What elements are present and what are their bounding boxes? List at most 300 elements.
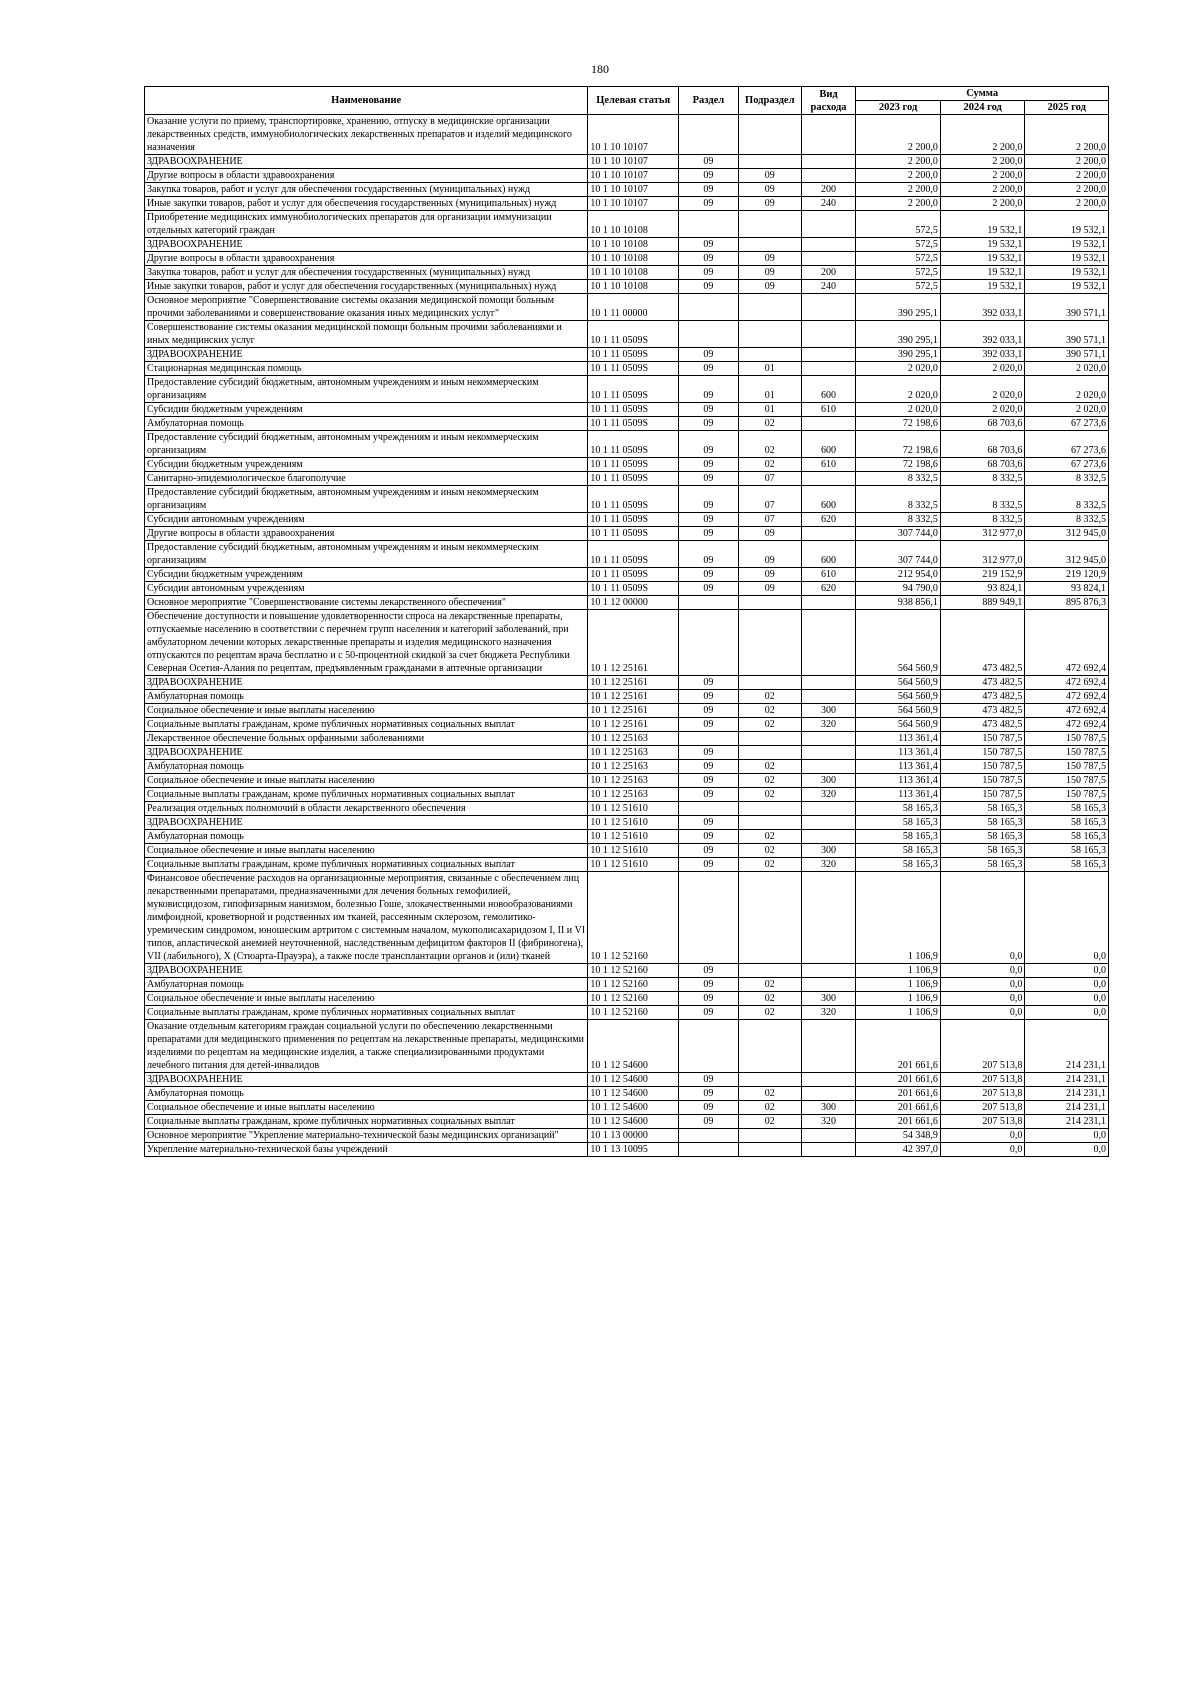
row-amount-2023: 2 200,0 [856, 197, 941, 211]
row-kind: 320 [801, 1006, 856, 1020]
row-code: 10 1 10 10108 [588, 211, 679, 238]
row-name: ЗДРАВООХРАНЕНИЕ [145, 676, 588, 690]
table-row [145, 844, 1109, 858]
row-amount-2024: 2 200,0 [940, 155, 1025, 169]
row-code: 10 1 12 51610 [588, 830, 679, 844]
row-name: Социальное обеспечение и иные выплаты населению [145, 992, 588, 1006]
row-section: 09 [679, 431, 739, 458]
row-code: 10 1 10 10108 [588, 252, 679, 266]
table-row [145, 1020, 1109, 1073]
row-subsection: 02 [738, 718, 801, 732]
row-code: 10 1 10 10107 [588, 183, 679, 197]
row-amount-2024: 2 020,0 [940, 376, 1025, 403]
row-section: 09 [679, 362, 739, 376]
row-amount-2023: 307 744,0 [856, 527, 941, 541]
table-row [145, 527, 1109, 541]
table-row [145, 183, 1109, 197]
row-name: Субсидии бюджетным учреждениям [145, 403, 588, 417]
header-name: Наименование [145, 87, 588, 115]
row-kind: 610 [801, 458, 856, 472]
row-name: Социальное обеспечение и иные выплаты населению [145, 704, 588, 718]
row-name: ЗДРАВООХРАНЕНИЕ [145, 964, 588, 978]
row-name: ЗДРАВООХРАНЕНИЕ [145, 238, 588, 252]
row-name: Социальные выплаты гражданам, кроме публичных нормативных социальных выплат [145, 788, 588, 802]
row-name: Укрепление материально-технической базы учреждений [145, 1143, 588, 1157]
row-code: 10 1 10 10107 [588, 115, 679, 155]
row-section: 09 [679, 1006, 739, 1020]
row-code: 10 1 13 10095 [588, 1143, 679, 1157]
row-name: Закупка товаров, работ и услуг для обеспечения государственных (муниципальных) нужд [145, 183, 588, 197]
row-name: Субсидии автономным учреждениям [145, 582, 588, 596]
row-amount-2024: 473 482,5 [940, 718, 1025, 732]
row-kind [801, 238, 856, 252]
row-subsection: 02 [738, 858, 801, 872]
row-amount-2023: 390 295,1 [856, 321, 941, 348]
row-kind: 200 [801, 266, 856, 280]
row-amount-2025: 0,0 [1025, 1129, 1109, 1143]
row-subsection [738, 732, 801, 746]
row-section: 09 [679, 718, 739, 732]
row-name: Амбулаторная помощь [145, 830, 588, 844]
row-section [679, 596, 739, 610]
row-amount-2024: 889 949,1 [940, 596, 1025, 610]
row-amount-2024: 150 787,5 [940, 732, 1025, 746]
row-amount-2024: 207 513,8 [940, 1020, 1025, 1073]
row-subsection: 09 [738, 169, 801, 183]
row-amount-2025: 58 165,3 [1025, 816, 1109, 830]
row-section: 09 [679, 844, 739, 858]
row-amount-2023: 572,5 [856, 211, 941, 238]
table-row [145, 582, 1109, 596]
row-amount-2024: 2 020,0 [940, 362, 1025, 376]
row-amount-2025: 472 692,4 [1025, 718, 1109, 732]
row-amount-2023: 1 106,9 [856, 872, 941, 964]
row-subsection: 07 [738, 486, 801, 513]
header-kind: Вид расхода [801, 87, 856, 115]
row-amount-2024: 0,0 [940, 992, 1025, 1006]
table-row [145, 513, 1109, 527]
row-amount-2023: 42 397,0 [856, 1143, 941, 1157]
row-amount-2025: 58 165,3 [1025, 830, 1109, 844]
row-kind [801, 294, 856, 321]
row-subsection: 09 [738, 252, 801, 266]
row-amount-2024: 58 165,3 [940, 858, 1025, 872]
row-amount-2025: 214 231,1 [1025, 1087, 1109, 1101]
row-kind [801, 1087, 856, 1101]
row-kind [801, 746, 856, 760]
row-subsection [738, 294, 801, 321]
row-amount-2024: 207 513,8 [940, 1087, 1025, 1101]
row-amount-2025: 0,0 [1025, 1143, 1109, 1157]
row-amount-2024: 473 482,5 [940, 610, 1025, 676]
row-amount-2025: 2 200,0 [1025, 169, 1109, 183]
row-kind [801, 155, 856, 169]
row-code: 10 1 12 52160 [588, 872, 679, 964]
row-amount-2024: 19 532,1 [940, 280, 1025, 294]
row-amount-2023: 564 560,9 [856, 704, 941, 718]
row-name: Субсидии бюджетным учреждениям [145, 568, 588, 582]
row-amount-2023: 113 361,4 [856, 760, 941, 774]
row-section [679, 1143, 739, 1157]
row-amount-2024: 0,0 [940, 978, 1025, 992]
row-name: Основное мероприятие "Укрепление материально-технической базы медицинских организаций" [145, 1129, 588, 1143]
row-subsection: 09 [738, 280, 801, 294]
row-subsection: 02 [738, 774, 801, 788]
table-row [145, 403, 1109, 417]
row-amount-2023: 212 954,0 [856, 568, 941, 582]
row-subsection [738, 802, 801, 816]
row-kind: 320 [801, 1115, 856, 1129]
row-kind: 320 [801, 858, 856, 872]
row-section [679, 321, 739, 348]
row-section: 09 [679, 183, 739, 197]
row-section: 09 [679, 1101, 739, 1115]
row-code: 10 1 11 0509S [588, 321, 679, 348]
table-row [145, 1115, 1109, 1129]
row-amount-2023: 1 106,9 [856, 992, 941, 1006]
row-code: 10 1 11 0509S [588, 403, 679, 417]
row-amount-2024: 8 332,5 [940, 486, 1025, 513]
row-amount-2025: 93 824,1 [1025, 582, 1109, 596]
row-section: 09 [679, 486, 739, 513]
row-amount-2023: 54 348,9 [856, 1129, 941, 1143]
header-section: Раздел [679, 87, 739, 115]
row-amount-2025: 390 571,1 [1025, 294, 1109, 321]
row-name: Другие вопросы в области здравоохранения [145, 527, 588, 541]
row-section: 09 [679, 169, 739, 183]
row-amount-2024: 93 824,1 [940, 582, 1025, 596]
row-section: 09 [679, 816, 739, 830]
row-amount-2025: 58 165,3 [1025, 844, 1109, 858]
row-amount-2025: 19 532,1 [1025, 280, 1109, 294]
row-amount-2024: 0,0 [940, 964, 1025, 978]
row-subsection [738, 596, 801, 610]
row-code: 10 1 12 00000 [588, 596, 679, 610]
row-amount-2025: 19 532,1 [1025, 238, 1109, 252]
row-code: 10 1 12 52160 [588, 992, 679, 1006]
row-subsection: 02 [738, 844, 801, 858]
row-name: Другие вопросы в области здравоохранения [145, 252, 588, 266]
row-code: 10 1 11 0509S [588, 486, 679, 513]
table-row [145, 830, 1109, 844]
row-section: 09 [679, 568, 739, 582]
row-section: 09 [679, 541, 739, 568]
row-amount-2024: 0,0 [940, 872, 1025, 964]
row-amount-2024: 19 532,1 [940, 266, 1025, 280]
row-amount-2025: 214 231,1 [1025, 1101, 1109, 1115]
table-row [145, 321, 1109, 348]
row-name: Предоставление субсидий бюджетным, автономным учреждениям и иным некоммерческим организациям [145, 431, 588, 458]
row-amount-2024: 8 332,5 [940, 513, 1025, 527]
table-row [145, 1073, 1109, 1087]
row-code: 10 1 12 51610 [588, 844, 679, 858]
row-amount-2023: 1 106,9 [856, 978, 941, 992]
row-amount-2024: 207 513,8 [940, 1073, 1025, 1087]
row-section [679, 872, 739, 964]
row-name: ЗДРАВООХРАНЕНИЕ [145, 348, 588, 362]
row-code: 10 1 11 0509S [588, 527, 679, 541]
row-amount-2025: 219 120,9 [1025, 568, 1109, 582]
row-subsection: 07 [738, 513, 801, 527]
row-code: 10 1 10 10108 [588, 266, 679, 280]
row-code: 10 1 11 0509S [588, 417, 679, 431]
row-amount-2025: 8 332,5 [1025, 486, 1109, 513]
row-amount-2023: 564 560,9 [856, 676, 941, 690]
row-subsection: 02 [738, 978, 801, 992]
table-row [145, 746, 1109, 760]
header-2023: 2023 год [856, 101, 941, 115]
row-amount-2025: 150 787,5 [1025, 774, 1109, 788]
row-amount-2023: 8 332,5 [856, 486, 941, 513]
row-kind [801, 472, 856, 486]
row-name: ЗДРАВООХРАНЕНИЕ [145, 816, 588, 830]
row-amount-2024: 150 787,5 [940, 760, 1025, 774]
row-section [679, 294, 739, 321]
row-amount-2023: 2 200,0 [856, 115, 941, 155]
row-amount-2024: 2 020,0 [940, 403, 1025, 417]
row-section: 09 [679, 830, 739, 844]
row-amount-2025: 472 692,4 [1025, 610, 1109, 676]
row-amount-2024: 68 703,6 [940, 458, 1025, 472]
row-amount-2024: 473 482,5 [940, 690, 1025, 704]
row-amount-2024: 150 787,5 [940, 774, 1025, 788]
header-subsection: Подраздел [738, 87, 801, 115]
row-kind [801, 417, 856, 431]
row-amount-2024: 58 165,3 [940, 802, 1025, 816]
row-amount-2023: 2 020,0 [856, 376, 941, 403]
row-amount-2023: 58 165,3 [856, 816, 941, 830]
row-subsection: 02 [738, 704, 801, 718]
row-name: Лекарственное обеспечение больных орфанными заболеваниями [145, 732, 588, 746]
row-amount-2024: 392 033,1 [940, 348, 1025, 362]
row-amount-2025: 895 876,3 [1025, 596, 1109, 610]
row-name: Амбулаторная помощь [145, 760, 588, 774]
row-code: 10 1 12 25163 [588, 774, 679, 788]
row-subsection: 07 [738, 472, 801, 486]
row-amount-2023: 8 332,5 [856, 472, 941, 486]
row-amount-2024: 19 532,1 [940, 238, 1025, 252]
row-amount-2025: 8 332,5 [1025, 472, 1109, 486]
row-amount-2025: 19 532,1 [1025, 252, 1109, 266]
row-name: ЗДРАВООХРАНЕНИЕ [145, 1073, 588, 1087]
row-amount-2025: 0,0 [1025, 872, 1109, 964]
row-amount-2024: 19 532,1 [940, 252, 1025, 266]
row-kind: 600 [801, 431, 856, 458]
row-amount-2024: 68 703,6 [940, 431, 1025, 458]
table-row [145, 431, 1109, 458]
row-amount-2024: 0,0 [940, 1143, 1025, 1157]
row-amount-2024: 58 165,3 [940, 830, 1025, 844]
row-code: 10 1 13 00000 [588, 1129, 679, 1143]
table-row [145, 610, 1109, 676]
row-kind: 610 [801, 568, 856, 582]
table-row [145, 458, 1109, 472]
row-kind [801, 362, 856, 376]
row-kind: 240 [801, 280, 856, 294]
row-name: Оказание отдельным категориям граждан социальной услуги по обеспечению лекарственными препаратами для медицинского применения по рецептам на лекарственные препараты, медицинскими изделиями по рецептам на медицинские изделия, а также специализированными продуктами лечебного питания для детей-инвалидов [145, 1020, 588, 1073]
row-amount-2024: 150 787,5 [940, 746, 1025, 760]
row-code: 10 1 10 10107 [588, 155, 679, 169]
row-amount-2025: 2 020,0 [1025, 362, 1109, 376]
row-code: 10 1 12 25163 [588, 788, 679, 802]
row-amount-2025: 312 945,0 [1025, 527, 1109, 541]
row-code: 10 1 10 10108 [588, 280, 679, 294]
row-section: 09 [679, 992, 739, 1006]
row-name: Закупка товаров, работ и услуг для обеспечения государственных (муниципальных) нужд [145, 266, 588, 280]
row-amount-2023: 58 165,3 [856, 858, 941, 872]
row-subsection: 02 [738, 690, 801, 704]
table-row [145, 115, 1109, 155]
row-amount-2024: 19 532,1 [940, 211, 1025, 238]
row-subsection: 09 [738, 582, 801, 596]
row-name: ЗДРАВООХРАНЕНИЕ [145, 155, 588, 169]
row-code: 10 1 11 0509S [588, 376, 679, 403]
row-name: Амбулаторная помощь [145, 978, 588, 992]
row-subsection: 02 [738, 830, 801, 844]
row-name: Субсидии бюджетным учреждениям [145, 458, 588, 472]
row-amount-2025: 150 787,5 [1025, 746, 1109, 760]
row-code: 10 1 12 25163 [588, 760, 679, 774]
row-section [679, 1020, 739, 1073]
row-subsection [738, 1129, 801, 1143]
row-section: 09 [679, 1115, 739, 1129]
row-subsection [738, 1073, 801, 1087]
table-row [145, 718, 1109, 732]
row-section: 09 [679, 582, 739, 596]
row-kind: 620 [801, 513, 856, 527]
table-row [145, 280, 1109, 294]
row-code: 10 1 10 10107 [588, 169, 679, 183]
row-subsection [738, 155, 801, 169]
row-kind [801, 596, 856, 610]
row-amount-2024: 150 787,5 [940, 788, 1025, 802]
table-row [145, 294, 1109, 321]
row-name: Амбулаторная помощь [145, 690, 588, 704]
row-name: Предоставление субсидий бюджетным, автономным учреждениям и иным некоммерческим организациям [145, 376, 588, 403]
row-subsection: 02 [738, 1087, 801, 1101]
row-subsection [738, 872, 801, 964]
row-amount-2025: 58 165,3 [1025, 858, 1109, 872]
table-row [145, 568, 1109, 582]
row-kind: 300 [801, 992, 856, 1006]
row-amount-2023: 307 744,0 [856, 541, 941, 568]
row-kind [801, 169, 856, 183]
row-kind: 300 [801, 704, 856, 718]
row-section: 09 [679, 760, 739, 774]
row-code: 10 1 12 54600 [588, 1073, 679, 1087]
row-subsection: 09 [738, 266, 801, 280]
row-name: Амбулаторная помощь [145, 1087, 588, 1101]
row-amount-2023: 113 361,4 [856, 746, 941, 760]
table-row [145, 472, 1109, 486]
table-row [145, 541, 1109, 568]
row-code: 10 1 12 25161 [588, 690, 679, 704]
row-amount-2024: 392 033,1 [940, 294, 1025, 321]
row-amount-2023: 201 661,6 [856, 1073, 941, 1087]
row-name: Совершенствование системы оказания медицинской помощи больным прочими заболеваниями и иных медицинских услуг [145, 321, 588, 348]
row-subsection [738, 1143, 801, 1157]
row-subsection: 09 [738, 527, 801, 541]
table-body [145, 115, 1109, 1157]
row-amount-2023: 201 661,6 [856, 1087, 941, 1101]
row-amount-2025: 2 020,0 [1025, 376, 1109, 403]
row-subsection [738, 348, 801, 362]
header-2025: 2025 год [1025, 101, 1109, 115]
table-row [145, 816, 1109, 830]
row-section: 09 [679, 417, 739, 431]
row-section: 09 [679, 746, 739, 760]
row-amount-2024: 58 165,3 [940, 844, 1025, 858]
row-amount-2024: 392 033,1 [940, 321, 1025, 348]
row-amount-2024: 312 977,0 [940, 527, 1025, 541]
row-kind: 620 [801, 582, 856, 596]
row-amount-2025: 8 332,5 [1025, 513, 1109, 527]
row-subsection [738, 964, 801, 978]
row-amount-2023: 2 020,0 [856, 403, 941, 417]
table-row [145, 1143, 1109, 1157]
table-row [145, 1129, 1109, 1143]
row-kind [801, 252, 856, 266]
row-name: Субсидии автономным учреждениям [145, 513, 588, 527]
row-amount-2023: 564 560,9 [856, 690, 941, 704]
row-code: 10 1 12 52160 [588, 978, 679, 992]
row-amount-2025: 472 692,4 [1025, 704, 1109, 718]
row-subsection [738, 610, 801, 676]
page-number: 180 [591, 62, 609, 76]
row-code: 10 1 11 0509S [588, 348, 679, 362]
row-amount-2024: 2 200,0 [940, 169, 1025, 183]
row-section: 09 [679, 280, 739, 294]
row-name: Стационарная медицинская помощь [145, 362, 588, 376]
row-amount-2024: 0,0 [940, 1006, 1025, 1020]
row-subsection: 02 [738, 760, 801, 774]
row-code: 10 1 12 25161 [588, 718, 679, 732]
row-section: 09 [679, 348, 739, 362]
row-name: ЗДРАВООХРАНЕНИЕ [145, 746, 588, 760]
row-kind [801, 690, 856, 704]
row-amount-2023: 58 165,3 [856, 830, 941, 844]
row-kind: 200 [801, 183, 856, 197]
row-code: 10 1 11 0509S [588, 513, 679, 527]
row-kind [801, 978, 856, 992]
row-amount-2023: 72 198,6 [856, 458, 941, 472]
row-amount-2025: 312 945,0 [1025, 541, 1109, 568]
row-amount-2023: 72 198,6 [856, 417, 941, 431]
row-amount-2024: 2 200,0 [940, 197, 1025, 211]
row-subsection [738, 211, 801, 238]
row-code: 10 1 11 0509S [588, 362, 679, 376]
row-amount-2023: 572,5 [856, 238, 941, 252]
row-section [679, 211, 739, 238]
row-amount-2023: 72 198,6 [856, 431, 941, 458]
row-kind [801, 802, 856, 816]
table-row [145, 992, 1109, 1006]
row-code: 10 1 12 25161 [588, 676, 679, 690]
table-row [145, 858, 1109, 872]
row-kind: 320 [801, 788, 856, 802]
row-name: Обеспечение доступности и повышение удовлетворенности спроса на лекарственные препараты, отпускаемые населению в соответствии с перечнем групп населения и категорий заболеваний, при амбулаторном лечении которых лекарственные препараты и изделия медицинского назначения отпускаются по рецептам врача бесплатно и с 50-процентной скидкой за счет бюджета Республики Северная Осетия-Алания по рецептам, предъявленным гражданами в аптечные организации [145, 610, 588, 676]
row-amount-2023: 201 661,6 [856, 1101, 941, 1115]
row-name: Оказание услуги по приему, транспортировке, хранению, отпуску в медицинские организации лекарственных средств, иммунобиологических лекарственных препаратов и изделий медицинского назначения [145, 115, 588, 155]
row-amount-2023: 201 661,6 [856, 1020, 941, 1073]
row-section: 09 [679, 252, 739, 266]
row-name: Иные закупки товаров, работ и услуг для обеспечения государственных (муниципальных) нужд [145, 280, 588, 294]
row-name: Амбулаторная помощь [145, 417, 588, 431]
row-code: 10 1 11 0509S [588, 582, 679, 596]
table-row [145, 486, 1109, 513]
row-kind [801, 760, 856, 774]
row-section: 09 [679, 403, 739, 417]
